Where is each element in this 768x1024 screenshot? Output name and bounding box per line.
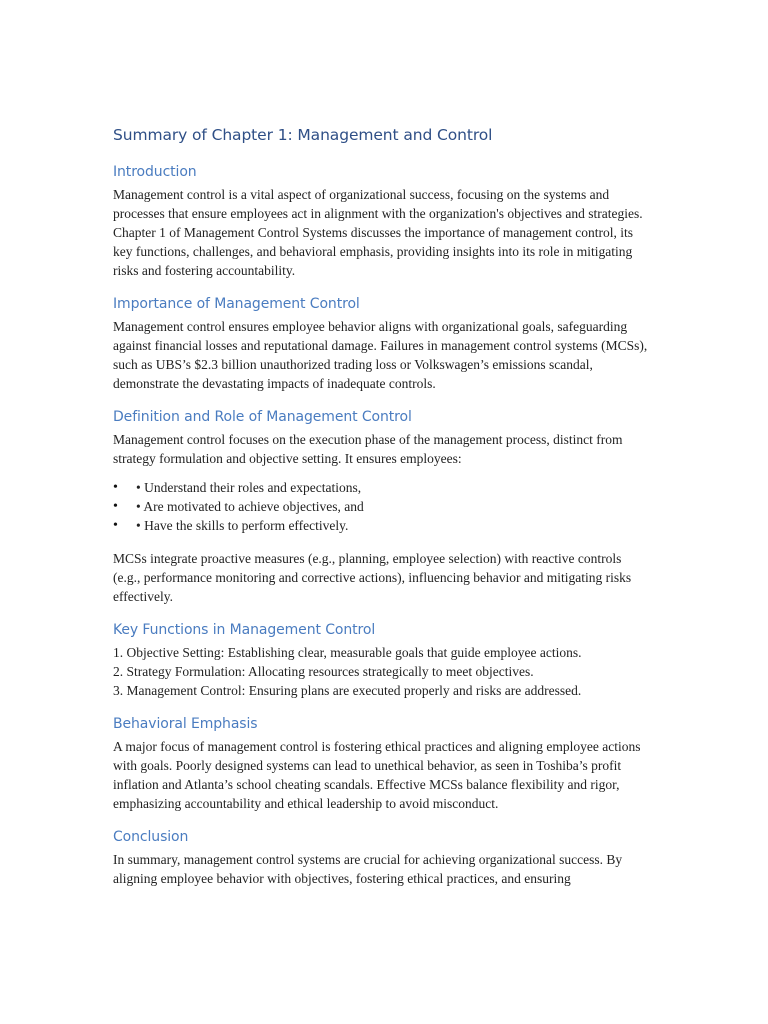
list-item-text: • Have the skills to perform effectively. (136, 518, 349, 533)
heading-behavioral: Behavioral Emphasis (113, 716, 258, 732)
document-title: Summary of Chapter 1: Management and Control (113, 126, 493, 144)
list-item: 3. Management Control: Ensuring plans are executed properly and risks are addressed. (113, 683, 582, 698)
paragraph-behavioral: A major focus of management control is fostering ethical practices and aligning employee actions with goals. Poorly designed systems can lead to unethical behavior, as seen in Toshiba’s profit inflation and Atlanta’s school cheating scandals. Effective MCSs balance flexibility and rigor, emphasizing accountability and ethical leadership to avoid misconduct. (113, 739, 641, 811)
paragraph-conclusion: In summary, management control systems are crucial for achieving organizational success. By aligning employee behavior with objectives, fostering ethical practices, and ensuring (113, 852, 623, 886)
bullet-icon: • (113, 480, 118, 495)
list-item-text: • Understand their roles and expectations, (136, 480, 362, 495)
heading-conclusion: Conclusion (113, 829, 189, 845)
paragraph-definition: Management control focuses on the execution phase of the management process, distinct from strategy formulation and objective setting. It ensures employees: (113, 432, 623, 466)
heading-key-functions: Key Functions in Management Control (113, 622, 376, 638)
bullet-list (113, 478, 648, 535)
list-item-text: • Are motivated to achieve objectives, and (136, 499, 364, 514)
numbered-list (113, 643, 648, 700)
list-item: 2. Strategy Formulation: Allocating resources strategically to meet objectives. (113, 664, 534, 679)
heading-definition: Definition and Role of Management Control (113, 409, 412, 425)
list-item (113, 497, 648, 516)
paragraph-importance: Management control ensures employee behavior aligns with organizational goals, safeguarding against financial losses and reputational damage. Failures in management control systems (MCSs), such as UBS’s $2.3 billion unauthorized trading loss or Volkswagen’s emissions scandal, demonstrate the devastating impacts of inadequate controls. (113, 319, 648, 391)
bullet-icon: • (113, 499, 118, 514)
heading-importance: Importance of Management Control (113, 296, 360, 312)
list-item (113, 516, 648, 535)
heading-introduction: Introduction (113, 164, 197, 180)
list-item: 1. Objective Setting: Establishing clear, measurable goals that guide employee actions. (113, 645, 582, 660)
document-content (113, 124, 648, 902)
paragraph-introduction: Management control is a vital aspect of organizational success, focusing on the systems and processes that ensure employees act in alignment with the organization's objectives and strategies. Chapter 1 of Management Control Systems discusses the importance of management control, its key functions, challenges, and behavioral emphasis, providing insights into its role in mitigating risks and fostering accountability. (113, 187, 643, 278)
list-item (113, 478, 648, 497)
paragraph-definition-mcs: MCSs integrate proactive measures (e.g., planning, employee selection) with reactive controls (e.g., performance monitoring and corrective actions), influencing behavior and mitigating risks effectively. (113, 551, 632, 604)
bullet-icon: • (113, 518, 118, 533)
